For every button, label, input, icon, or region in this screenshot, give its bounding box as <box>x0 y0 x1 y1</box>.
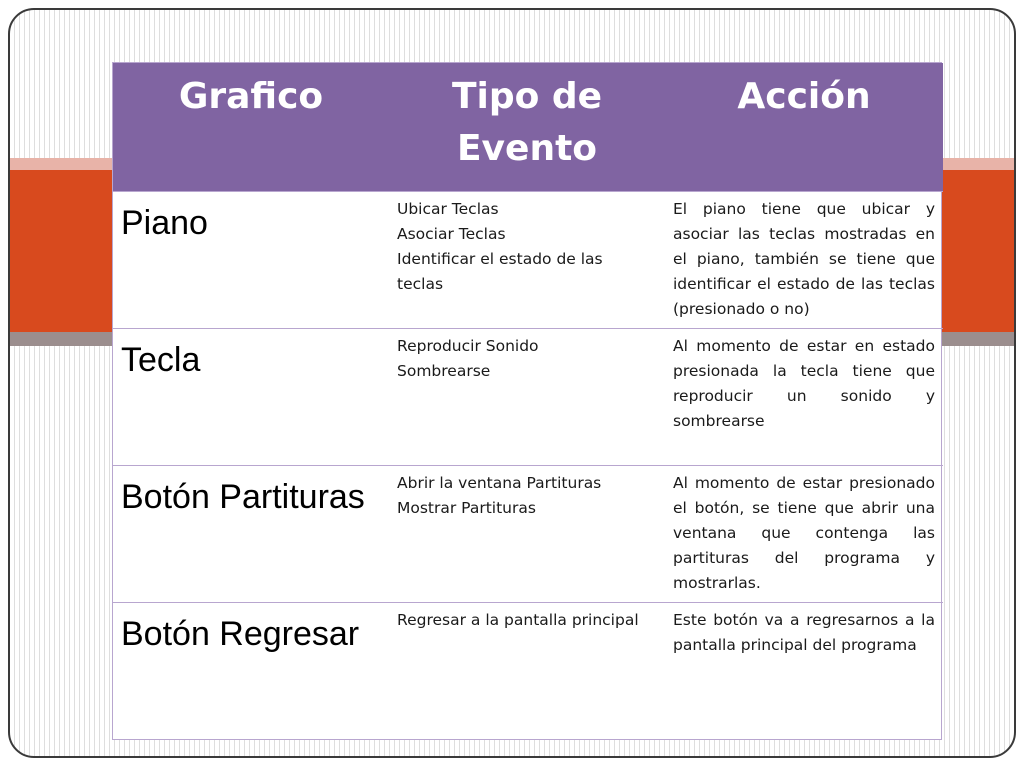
cell-evento: Reproducir Sonido Sombrearse <box>389 328 665 465</box>
cell-accion: Al momento de estar presionado el botón, se tiene que abrir una ventana que contenga las partituras del programa y mostrarlas. <box>665 465 943 602</box>
header-grafico: Grafico <box>113 63 389 191</box>
cell-grafico: Piano <box>113 191 389 328</box>
table-row <box>113 191 943 328</box>
events-table <box>113 63 943 739</box>
cell-evento: Ubicar Teclas Asociar Teclas Identificar el estado de las teclas <box>389 191 665 328</box>
cell-grafico: Tecla <box>113 328 389 465</box>
table-row <box>113 465 943 602</box>
cell-evento: Regresar a la pantalla principal <box>389 602 665 739</box>
table-row <box>113 602 943 739</box>
table-row <box>113 328 943 465</box>
events-table-card <box>112 62 942 740</box>
cell-accion: El piano tiene que ubicar y asociar las teclas mostradas en el piano, también se tiene que identificar el estado de las teclas (presionado o no) <box>665 191 943 328</box>
slide <box>8 8 1016 758</box>
cell-accion: Al momento de estar en estado presionada la tecla tiene que reproducir un sonido y sombrearse <box>665 328 943 465</box>
cell-grafico: Botón Partituras <box>113 465 389 602</box>
header-accion: Acción <box>665 63 943 191</box>
cell-grafico: Botón Regresar <box>113 602 389 739</box>
header-tipo-evento: Tipo de Evento <box>389 63 665 191</box>
table-header-row <box>113 63 943 191</box>
cell-evento: Abrir la ventana Partituras Mostrar Partituras <box>389 465 665 602</box>
cell-accion: Este botón va a regresarnos a la pantalla principal del programa <box>665 602 943 739</box>
